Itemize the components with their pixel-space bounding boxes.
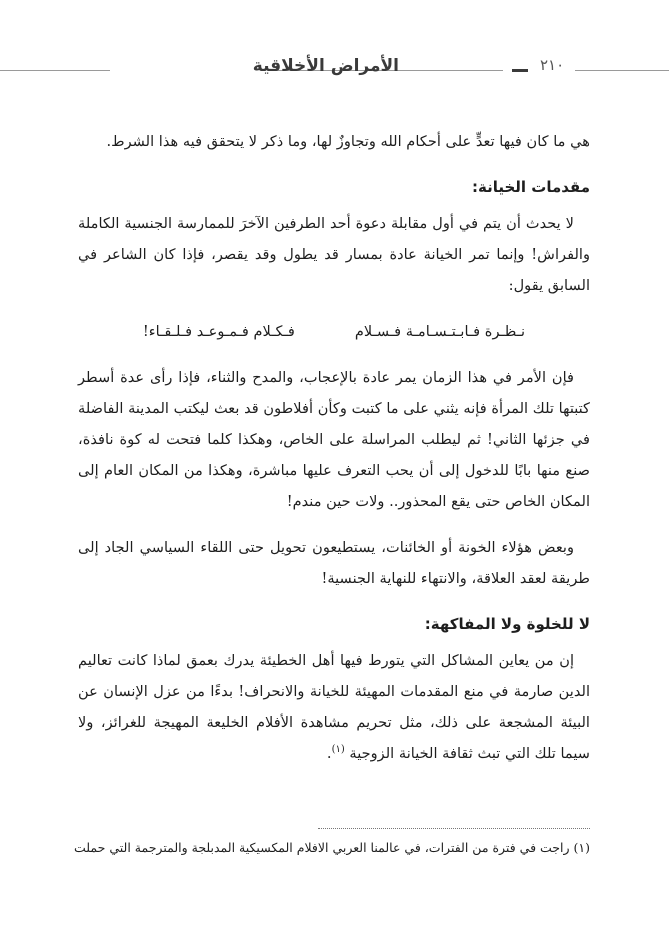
footnote-reference[interactable]: (١)	[331, 744, 345, 756]
footnote-separator	[318, 828, 590, 829]
running-title: الأمراض الأخلاقية	[252, 56, 399, 76]
paragraph-4-end: .	[326, 745, 332, 762]
section-heading-betrayal-preludes: مقدمات الخيانة:	[471, 178, 590, 196]
page-number: ٢١٠	[540, 56, 565, 74]
footnote: (١) راجت في فترة من الفترات، في عالمنا العربي الافلام المكسيكية المدبلجة والمترجمة التي حملت	[73, 840, 590, 855]
header-rule-right	[575, 70, 669, 71]
poem-hemistich-second: فـكـلام فـمـوعـد فـلـقـاء!	[142, 323, 295, 340]
page-body	[78, 126, 590, 784]
section-heading-no-seclusion: لا للخلوة ولا المفاكهة:	[424, 615, 590, 633]
paragraph-3: وبعض هؤلاء الخونة أو الخائنات، يستطيعون تحويل حتى اللقاء السياسي الجاد إلى طريقة لعقد العلاقة، والانتهاء للنهاية الجنسية!	[78, 539, 590, 587]
poem-verse	[78, 316, 590, 347]
paragraph-1: لا يحدث أن يتم في أول مقابلة دعوة أحد الطرفين الآخرَ للممارسة الجنسية الكاملة والفراش! وإنما تمر الخيانة عادة بمسار قد يطول وقد يقصر، فإذا كان الشاعر في السابق يقول:	[78, 215, 590, 294]
paragraph-4	[78, 645, 590, 769]
paragraph-2: فإن الأمر في هذا الزمان يمر عادة بالإعجاب، والمدح والثناء، فإذا رأى عدة أسطر كتبتها تلك المرأة فإنه يثني على ما كتبت وكأن أفلاطون قد بعث ليكتب المدينة الفاضلة في جزئها الثاني! ثم ليطلب المراسلة على الخاص، وهكذا كلما فتحت له كوة نافذة، صنع منها بابًا للدخول إلى أن يحب التعرف عليها مباشرة، وهكذا من المكان العام إلى المكان الخاص حتى يقع المحذور.. ولات حين مندم!	[78, 369, 590, 510]
intro-paragraph: هي ما كان فيها تعدٍّ على أحكام الله وتجاوزٌ لها، وما ذكر لا يتحقق فيه هذا الشرط.	[106, 133, 590, 150]
header-rule-left	[0, 70, 110, 71]
paragraph-4-text: إن من يعاين المشاكل التي يتورط فيها أهل الخطيئة يدرك بعمق لماذا كانت تعاليم الدين صارمة في منع المقدمات المهيئة للخيانة والانحراف! بدءًا من عزل الإنسان عن البيئة المشجعة على ذلك، مثل تحريم مشاهدة الأفلام الخليعة المهيجة للغرائز، ولا سيما تلك التي تبث ثقافة الخيانة الزوجية	[78, 652, 590, 762]
poem-hemistich-first: نـظـرة فـابـتـسـامـة فـسـلام	[354, 323, 526, 340]
page-number-dash	[512, 69, 528, 72]
page-header	[0, 52, 669, 88]
